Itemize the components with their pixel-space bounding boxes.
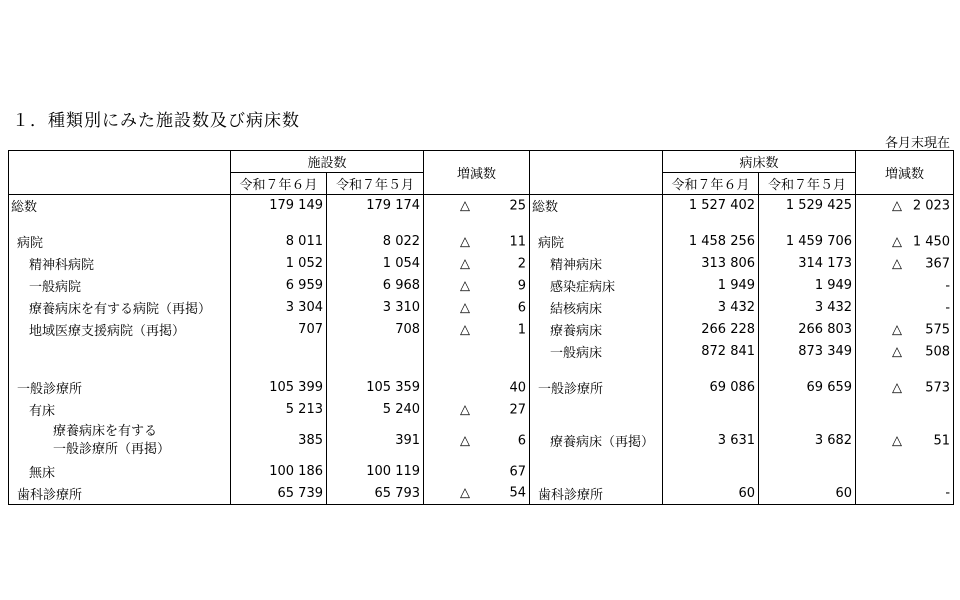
decrease-mark: △: [460, 485, 471, 501]
beds-june-value: 1 527 402: [663, 195, 759, 217]
table-row: [9, 231, 954, 253]
facilities-change-cell: [424, 399, 530, 421]
facilities-change-value: 54: [509, 485, 527, 501]
table-row: [9, 341, 954, 363]
facilities-june-header: 令和７年６月: [231, 173, 327, 195]
facilities-change-cell: [424, 253, 530, 275]
row-label: 歯科診療所: [530, 483, 663, 505]
beds-change-cell: [856, 319, 954, 341]
facilities-change-cell: [424, 195, 530, 217]
decrease-mark: △: [460, 278, 471, 293]
facilities-may-value: 5 240: [327, 399, 424, 421]
facilities-change-cell: [424, 319, 530, 341]
beds-may-value: 60: [759, 483, 856, 505]
facilities-change-value: 9: [517, 278, 527, 293]
row-label: 病院: [9, 231, 231, 253]
facilities-may-value: 100 119: [327, 461, 424, 483]
beds-june-value: 3 631: [663, 421, 759, 461]
facilities-change-value: 6: [517, 433, 527, 448]
beds-change-value: -: [945, 300, 951, 315]
facilities-change-cell: [424, 461, 530, 483]
facilities-may-value: 8 022: [327, 231, 424, 253]
row-label: 一般診療所: [530, 377, 663, 399]
row-label: 病院: [530, 231, 663, 253]
beds-may-value: 266 803: [759, 319, 856, 341]
decrease-mark: △: [460, 256, 471, 271]
beds-change-value: 1 450: [912, 234, 951, 249]
decrease-mark: △: [892, 322, 903, 337]
facilities-june-value: 65 739: [231, 483, 327, 505]
beds-change-header: 増減数: [856, 151, 954, 195]
spacer-row: [9, 217, 954, 231]
beds-change-cell: [856, 253, 954, 275]
row-label: 一般病床: [530, 341, 663, 363]
facilities-june-value: 3 304: [231, 297, 327, 319]
beds-june-header: 令和７年６月: [663, 173, 759, 195]
facilities-change-value: 2: [517, 256, 527, 271]
beds-change-value: 367: [925, 256, 951, 271]
table-row: [9, 275, 954, 297]
row-label: 総数: [9, 195, 231, 217]
facilities-may-value: 105 359: [327, 377, 424, 399]
row-label: 精神科病院: [9, 253, 231, 275]
beds-change-cell: [856, 341, 954, 363]
beds-change-cell: [856, 377, 954, 399]
facilities-beds-table: [8, 150, 954, 505]
table-row: [9, 399, 954, 421]
beds-header: 病床数: [663, 151, 856, 173]
facilities-change-value: 27: [509, 402, 527, 417]
facilities-change-cell: [424, 231, 530, 253]
row-label: 一般病院: [9, 275, 231, 297]
facilities-change-value: 6: [517, 300, 527, 315]
row-label-line-2: 一般診療所（再掲）: [53, 441, 171, 457]
decrease-mark: △: [460, 234, 471, 249]
row-label: 総数: [530, 195, 663, 217]
beds-may-value: 69 659: [759, 377, 856, 399]
facilities-june-value: 707: [231, 319, 327, 341]
beds-june-value: 266 228: [663, 319, 759, 341]
decrease-mark: △: [892, 344, 903, 359]
beds-june-value: 60: [663, 483, 759, 505]
facilities-change-value: 1: [517, 322, 527, 337]
beds-may-value: 1 459 706: [759, 231, 856, 253]
facilities-june-value: 1 052: [231, 253, 327, 275]
table-row: [9, 319, 954, 341]
row-label: 精神病床: [530, 253, 663, 275]
beds-change-cell: [856, 483, 954, 505]
decrease-mark: △: [892, 380, 903, 395]
facilities-change-cell: [424, 377, 530, 399]
row-label: 地域医療支援病院（再掲）: [9, 319, 231, 341]
beds-may-value: 314 173: [759, 253, 856, 275]
facilities-change-cell: [424, 275, 530, 297]
beds-change-value: 2 023: [912, 198, 951, 214]
beds-change-cell: [856, 195, 954, 217]
beds-june-value: 1 458 256: [663, 231, 759, 253]
beds-may-value: 3 682: [759, 421, 856, 461]
beds-change-value: 508: [925, 344, 951, 359]
beds-june-value: 313 806: [663, 253, 759, 275]
facilities-may-value: 3 310: [327, 297, 424, 319]
facilities-header: 施設数: [231, 151, 424, 173]
facilities-june-value: 5 213: [231, 399, 327, 421]
beds-change-value: 573: [925, 380, 951, 395]
blank-header: [530, 151, 663, 195]
blank-header: [9, 151, 231, 195]
beds-change-value: 51: [933, 433, 951, 448]
facilities-may-value: 6 968: [327, 275, 424, 297]
row-label: 結核病床: [530, 297, 663, 319]
beds-may-value: 1 529 425: [759, 195, 856, 217]
decrease-mark: △: [460, 322, 471, 337]
facilities-may-value: 708: [327, 319, 424, 341]
beds-may-value: 1 949: [759, 275, 856, 297]
facilities-june-value: 385: [231, 421, 327, 461]
facilities-change-value: 25: [509, 198, 527, 214]
row-label: 療養病床: [530, 319, 663, 341]
row-label: 有床: [9, 399, 231, 421]
decrease-mark: △: [460, 433, 471, 448]
table-row: [9, 421, 954, 461]
table-row: [9, 377, 954, 399]
table-row: [9, 195, 954, 217]
facilities-may-value: 179 174: [327, 195, 424, 217]
facilities-change-header: 増減数: [424, 151, 530, 195]
table-row: [9, 461, 954, 483]
beds-may-value: 873 349: [759, 341, 856, 363]
facilities-change-cell: [424, 297, 530, 319]
facilities-may-header: 令和７年５月: [327, 173, 424, 195]
facilities-change-value: 11: [509, 234, 527, 249]
row-label-line-1: 療養病床を有する: [53, 423, 158, 439]
row-label: 歯科診療所: [9, 483, 231, 505]
facilities-june-value: 105 399: [231, 377, 327, 399]
facilities-june-value: 100 186: [231, 461, 327, 483]
facilities-may-value: 391: [327, 421, 424, 461]
page-title: １．種類別にみた施設数及び病床数: [12, 111, 300, 131]
decrease-mark: △: [460, 402, 471, 417]
facilities-june-value: 179 149: [231, 195, 327, 217]
decrease-mark: △: [460, 198, 471, 214]
row-label: [9, 421, 231, 461]
decrease-mark: △: [892, 234, 903, 249]
facilities-change-cell: [424, 483, 530, 505]
facilities-june-value: 6 959: [231, 275, 327, 297]
decrease-mark: △: [892, 433, 903, 448]
beds-change-value: -: [945, 278, 951, 293]
beds-change-cell: [856, 421, 954, 461]
beds-june-value: 1 949: [663, 275, 759, 297]
facilities-may-value: 1 054: [327, 253, 424, 275]
beds-change-value: 575: [925, 322, 951, 337]
facilities-may-value: 65 793: [327, 483, 424, 505]
beds-change-cell: [856, 231, 954, 253]
table-row: [9, 253, 954, 275]
table-row: [9, 297, 954, 319]
as-of-note: 各月末現在: [884, 136, 950, 151]
facilities-june-value: 8 011: [231, 231, 327, 253]
decrease-mark: △: [892, 256, 903, 271]
facilities-change-value: 40: [509, 380, 527, 395]
beds-june-value: 3 432: [663, 297, 759, 319]
beds-may-value: 3 432: [759, 297, 856, 319]
beds-change-value: -: [945, 485, 951, 501]
facilities-change-value: 67: [509, 464, 527, 479]
decrease-mark: △: [892, 198, 903, 214]
beds-june-value: 872 841: [663, 341, 759, 363]
facilities-change-cell: [424, 421, 530, 461]
row-label: 感染症病床: [530, 275, 663, 297]
row-label: 一般診療所: [9, 377, 231, 399]
decrease-mark: △: [460, 300, 471, 315]
table-row: [9, 483, 954, 505]
row-label: 無床: [9, 461, 231, 483]
row-label: 療養病床（再掲）: [530, 421, 663, 461]
beds-change-cell: [856, 275, 954, 297]
beds-change-cell: [856, 297, 954, 319]
beds-june-value: 69 086: [663, 377, 759, 399]
spacer-row: [9, 363, 954, 377]
row-label: 療養病床を有する病院（再掲）: [9, 297, 231, 319]
beds-may-header: 令和７年５月: [759, 173, 856, 195]
